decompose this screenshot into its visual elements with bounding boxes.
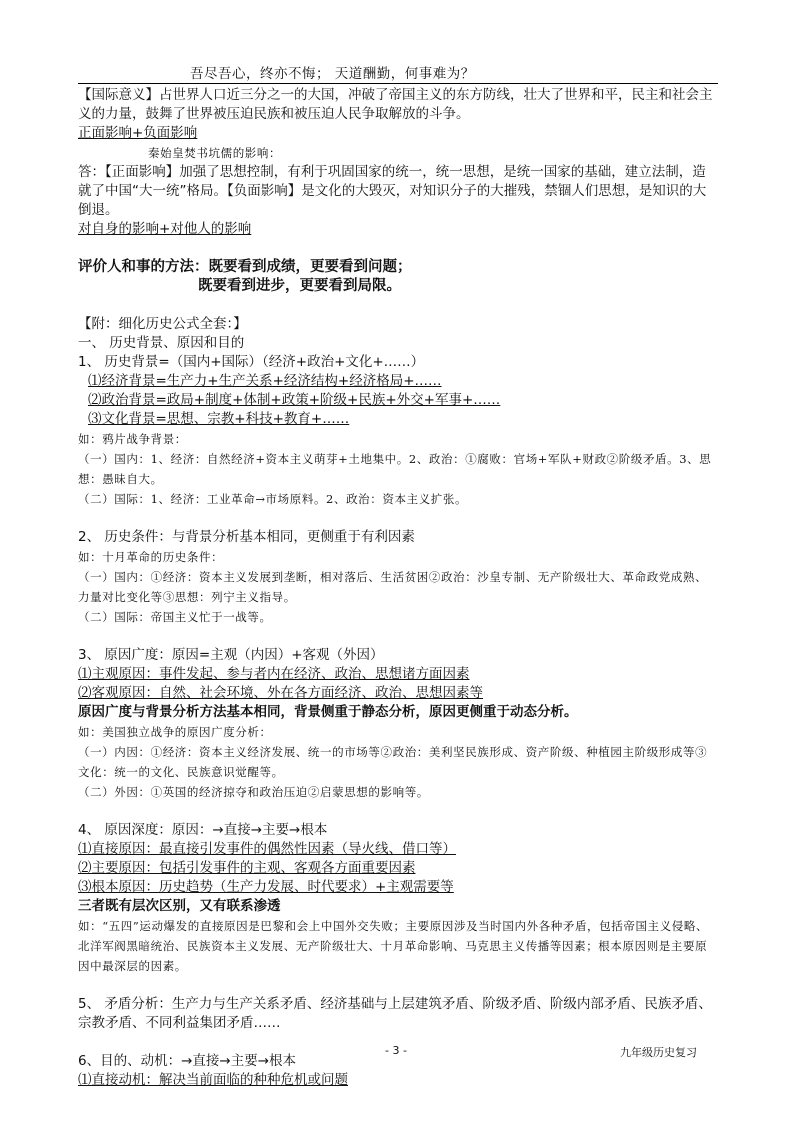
footer-title: 九年级历史复习 [620, 1046, 697, 1059]
text-line: 【国际意义】占世界人口近三分之一的大国，冲破了帝国主义的东方防线，壮大了世界和平，民主和社会主义的力量，鼓舞了世界被压迫民族和被压迫人民争取解放的斗争。 [78, 87, 713, 122]
text-line: （二）国际：帝国主义忙于一战等。 [78, 610, 272, 624]
spacer [78, 802, 718, 821]
header-divider [78, 83, 718, 84]
spacer [78, 976, 718, 995]
text-line: 3、 原因广度：原因=主观（内因）+客观（外因） [78, 647, 384, 663]
text-line: 一、 历史背景、原因和目的 [78, 335, 245, 351]
text-line: 三者既有层次区别，又有联系渗透 [78, 898, 281, 914]
text-line: ⑵客观原因：自然、社会环境、外在各方面经济、政治、思想因素等 [78, 685, 483, 701]
text-line: 如：美国独立战争的原因广度分析： [78, 725, 272, 739]
text-line: （二）国际：1、经济：工业革命→市场原料。2、政治：资本主义扩张。 [78, 492, 468, 506]
text-line: ⑴直接动机：解决当前面临的种种危机或问题 [78, 1072, 348, 1088]
text-line: 原因广度与背景分析方法基本相同，背景侧重于静态分析，原因更侧重于动态分析。 [78, 704, 578, 720]
text-line: ⑶文化背景=思想、宗教+科技+教育+…… [88, 411, 350, 427]
text-line: 6、目的、动机：→直接→主要→根本 [78, 1053, 297, 1069]
document-body [78, 86, 718, 1090]
page-number: - 3 - [385, 1044, 407, 1057]
text-line: （二）外因：①英国的经济掠夺和政治压迫②启蒙思想的影响等。 [78, 785, 429, 799]
text-line: ⑵政治背景=政局+制度+体制+政策+阶级+民族+外交+军事+…… [88, 392, 501, 408]
text-line: 如：十月革命的历史条件： [78, 550, 224, 564]
text-line: 对自身的影响+对他人的影响 [78, 221, 252, 237]
text-line: 如：鸦片战争背景： [78, 432, 187, 446]
spacer [78, 627, 718, 646]
spacer [78, 239, 718, 258]
page-header-motto: 吾尽吾心，终亦不悔； 天道酬勤，何事难为？ [190, 66, 475, 82]
text-line: 如：“五四”运动爆发的直接原因是巴黎和会上中国外交失败；主要原因涉及当时国内外各种矛盾，包括帝国主义侵略、北洋军阀黑暗统治、民族资本主义发展、无产阶级壮大、十月革命影响、马克思主义传播等因素；根本原因则是主要原因中最深层的因素。 [78, 919, 709, 973]
text-line: 秦始皇焚书坑儒的影响： [148, 146, 282, 160]
text-line: 4、 原因深度：原因：→直接→主要→根本 [78, 822, 328, 838]
text-line: 【附：细化历史公式全套：】 [78, 316, 247, 332]
text-line: （一）国内：1、经济：自然经济+资本主义萌芽+土地集中。2、政治：①腐败：官场+军队+财政②阶级矛盾。3、思想：愚昧自大。 [78, 452, 712, 486]
text-line: 5、 矛盾分析：生产力与生产关系矛盾、经济基础与上层建筑矛盾、阶级矛盾、阶级内部矛盾、民族矛盾、宗教矛盾、不同利益集团矛盾…… [78, 996, 712, 1031]
text-line: 正面影响+负面影响 [78, 125, 198, 141]
text-line: 答：【正面影响】加强了思想控制，有利于巩固国家的统一，统一思想，是统一国家的基础，建立法制，造就了中国“大一统”格局。【负面影响】是文化的大毁灭，对知识分子的大摧残，禁锢人们思想，是知识的大倒退。 [78, 164, 707, 218]
text-line: ⑴主观原因：事件发起、参与者内在经济、政治、思想诸方面因素 [78, 666, 470, 682]
spacer [78, 296, 718, 315]
text-line: （一）国内：①经济：资本主义发展到垄断，相对落后、生活贫困②政治：沙皇专制、无产阶级壮大、革命政党成熟、力量对比变化等③思想：列宁主义指导。 [78, 570, 708, 604]
text-line: ⑴直接原因：最直接引发事件的偶然性因素（导火线、借口等） [78, 841, 456, 857]
text-line: ⑴经济背景=生产力+生产关系+经济结构+经济格局+…… [88, 373, 442, 389]
text-line: 1、 历史背景=（国内+国际）（经济+政治+文化+……） [78, 354, 425, 370]
text-line: 既要看到进步，更要看到局限。 [198, 278, 401, 294]
spacer [78, 509, 718, 528]
text-line: ⑵主要原因：包括引发事件的主观、客观各方面重要因素 [78, 860, 416, 876]
text-line: 评价人和事的方法：既要看到成绩，更要看到问题； [78, 259, 412, 275]
text-line: ⑶根本原因：历史趋势（生产力发展、时代要求）+主观需要等 [78, 879, 454, 895]
text-line: （一）内因：①经济：资本主义经济发展、统一的市场等②政治：美利坚民族形成、资产阶级、种植园主阶级形成等③文化：统一的文化、民族意识觉醒等。 [78, 745, 708, 779]
text-line: 2、 历史条件：与背景分析基本相同，更侧重于有利因素 [78, 529, 415, 545]
